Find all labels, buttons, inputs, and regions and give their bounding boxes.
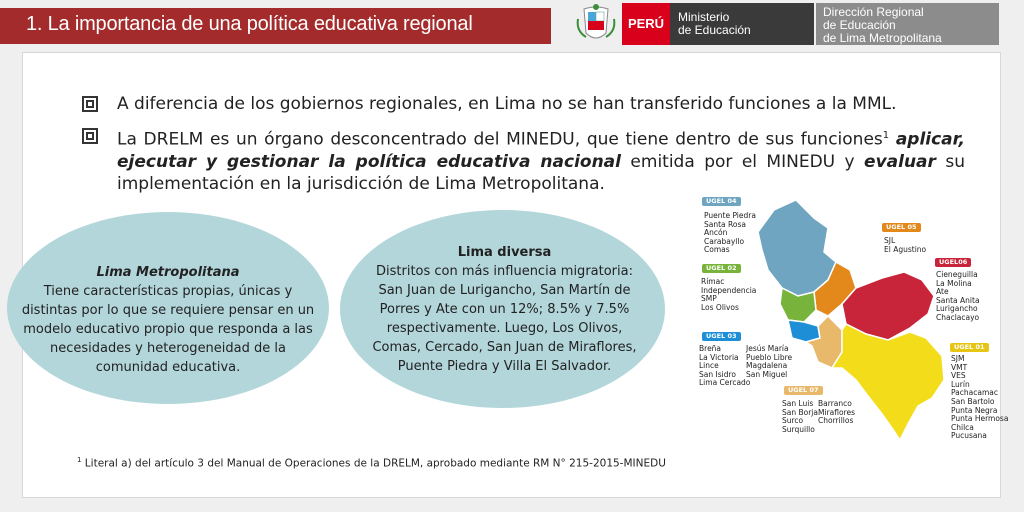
ugel04-districts [704,212,756,255]
peru-logo: PERÚ [622,3,670,45]
ugel04-badge: UGEL 04 [702,197,741,206]
drelm-logo [816,3,999,45]
district-name: Chorrillos [818,416,854,426]
district-name: VES [951,371,966,381]
district-name: Chilca [951,422,974,432]
page-title: 1. La importancia de una política educativa regional [26,13,473,35]
footnote [77,456,666,470]
district-name: San Borja [782,407,818,417]
bullet-item [117,93,967,115]
ugel03-districts-a [699,345,750,388]
ugel03-badge: UGEL 03 [702,332,741,341]
ministry-line2: de Educación [678,23,751,37]
ugel05-badge: UGEL 05 [882,223,921,232]
bullet-item [117,125,965,195]
district-name: Magdalena [746,361,788,371]
district-name: Surco [782,416,804,426]
district-name: Lince [699,361,719,371]
district-name: San Miguel [746,369,788,379]
district-name: Surquillo [782,424,815,434]
district-name: Pucusana [951,431,987,441]
ugel01-districts [951,355,1008,441]
title-bar [0,8,551,44]
ugel06-badge: UGEL06 [935,258,971,267]
district-name: Lurigancho [936,304,978,314]
ugel01-badge: UGEL 01 [950,343,989,352]
checkbox-bullet-icon [82,128,98,144]
bullet-text: emitida por el MINEDU y [620,151,865,172]
ugel03-districts-b [746,345,792,379]
ellipse-heading: Lima diversa [457,245,552,260]
district-name: VMT [951,362,968,372]
district-name: Punta Negra [951,405,998,415]
ugel02-districts [701,278,756,312]
checkbox-bullet-icon [82,96,98,112]
district-name: Breña [699,344,722,353]
district-name: Pachacamac [951,388,998,398]
ugel07-districts-a [782,400,818,434]
ministry-line1: Ministerio [678,10,730,24]
drelm-line2: de Educación [823,18,896,32]
bullet-text: su implementación en la jurisdicción de Lima Metropolitana. [117,151,965,194]
district-name: Lima Cercado [699,378,751,388]
district-name: El Agustino [884,244,927,254]
drelm-line1: Dirección Regional [823,5,924,19]
district-name: SMP [701,294,717,304]
ugel05-districts [884,237,926,254]
district-name: Lurín [951,379,970,389]
district-name: San Luis [782,399,814,408]
district-name: Miraflores [818,407,855,417]
ugel06-districts [936,271,980,323]
district-name: Santa Rosa [704,219,746,229]
district-name: Carabayllo [704,236,745,246]
district-name: Rímac [701,277,725,286]
bullet-text: A diferencia de los gobiernos regionales, en Lima no se han transferido funciones a la MML. [117,94,897,114]
district-name: Chaclacayo [936,312,980,322]
ellipse-body: Distritos con más influencia migratoria: San Juan de Lurigancho, San Martín de Porres y Ate con un 12%; 8.5% y 7.5% respectivamente. Luego, Los Olivos, Comas, Cercado, San Juan de Miraflores, Puente Piedra y Villa El Salvador. [372,264,637,374]
district-name: Comas [704,245,730,255]
lima-metropolitana-ellipse [7,212,329,404]
district-name: Punta Hermosa [951,414,1009,424]
district-name: San Isidro [699,369,736,379]
ministry-logo [670,3,814,45]
district-name: San Bartolo [951,396,995,406]
district-name: La Victoria [699,352,739,362]
district-name: Cieneguilla [936,270,978,279]
ellipse-heading: Lima Metropolitana [96,265,240,280]
ellipse-body: Tiene características propias, únicas y distintas por lo que se requiere pensar en un modelo educativo propio que responda a las necesidades y heterogeneidad de la comunidad educativa. [21,284,315,375]
ugel07-badge: UGEL 07 [784,386,823,395]
district-name: SJL [884,236,896,245]
district-name: Ancón [704,228,728,238]
drelm-line3: de Lima Metropolitana [823,31,942,45]
bold-phrase: evaluar [864,151,936,172]
bullet-text: La DRELM es un órgano desconcentrado del MINEDU, que tiene dentro de sus funciones [117,129,883,150]
footnote-text: Literal a) del artículo 3 del Manual de Operaciones de la DRELM, aprobado mediante RM N° 215-2015-MINEDU [81,457,666,470]
footnote-ref: 1 [882,130,890,141]
district-name: Los Olivos [701,302,739,312]
district-name: Independencia [701,285,757,295]
lima-diversa-ellipse [340,210,665,408]
map-region-ugel04 [758,200,836,296]
district-name: Barranco [818,399,852,408]
district-name: Jesús María [746,344,789,353]
coat-of-arms-icon [574,3,618,45]
district-name: Puente Piedra [704,211,756,220]
district-name: Ate [936,287,949,297]
ugel02-badge: UGEL 02 [702,264,741,273]
bold-phrase: aplicar, ejecutar y gestionar la política educativa nacional [117,129,965,172]
footnote-number: 1 [77,456,82,464]
district-name: Santa Anita [936,295,980,305]
ugel07-districts-b [818,400,855,426]
district-name: La Molina [936,278,972,288]
district-name: Pueblo Libre [746,352,793,362]
district-name: SJM [951,354,965,363]
